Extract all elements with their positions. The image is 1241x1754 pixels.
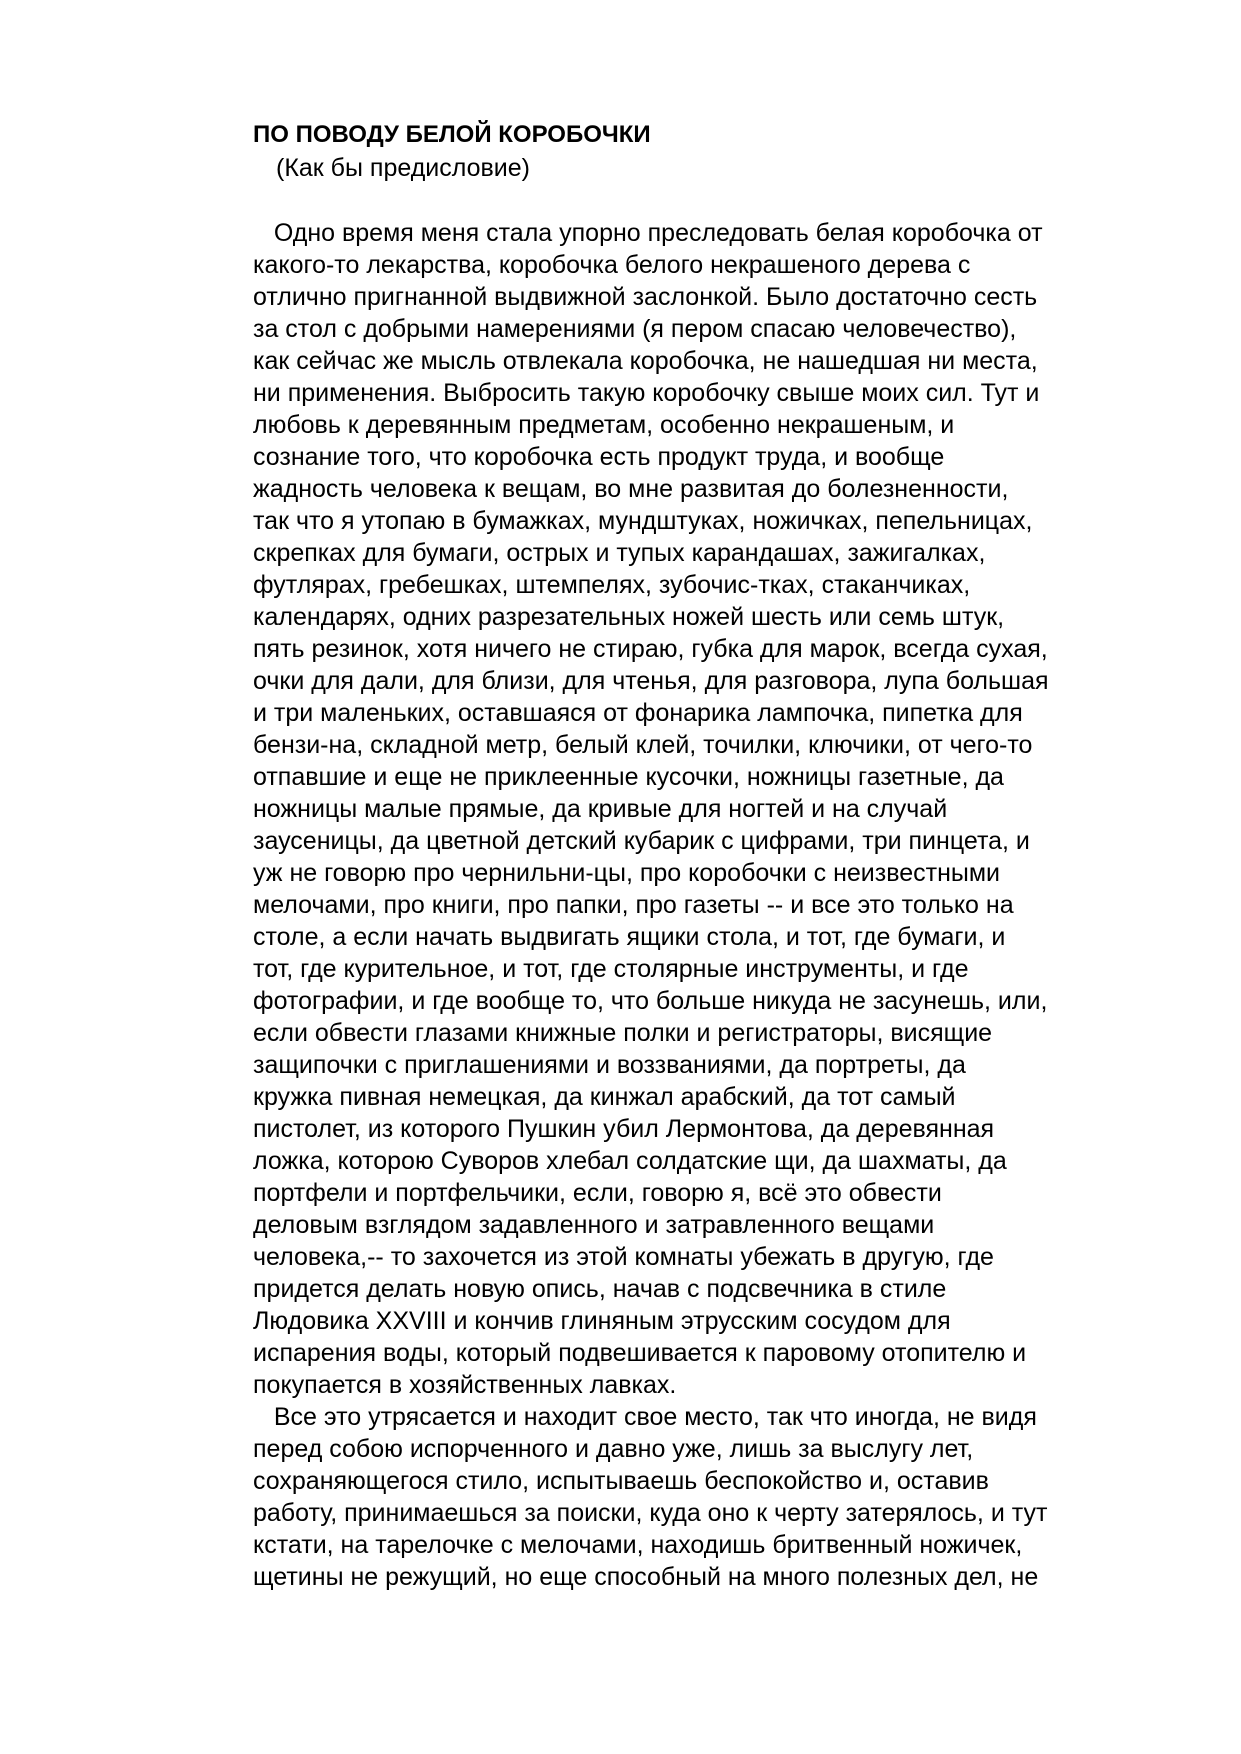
text-line: если обвести глазами книжные полки и регистраторы, висящие xyxy=(253,1019,993,1047)
text-line: отлично пригнанной выдвижной заслонкой. Было достаточно сесть xyxy=(253,283,1038,311)
document-body xyxy=(253,217,1153,1593)
text-line: за стол с добрыми намерениями (я пером спасаю человечество), xyxy=(253,315,1017,343)
text-line: Одно время меня стала упорно преследовать белая коробочка от xyxy=(253,219,1043,247)
text-line: работу, принимаешься за поиски, куда оно к черту затерялось, и тут xyxy=(253,1499,1048,1527)
text-line: календарях, одних разрезательных ножей шесть или семь штук, xyxy=(253,603,1005,631)
text-line: фотографии, и где вообще то, что больше никуда не засунешь, или, xyxy=(253,987,1048,1015)
text-line: покупается в хозяйственных лавках. xyxy=(253,1371,677,1399)
text-line: мелочами, про книги, про папки, про газеты -- и все это только на xyxy=(253,891,1014,919)
text-line: щетины не режущий, но еще способный на много полезных дел, не xyxy=(253,1563,1039,1591)
text-line: пять резинок, хотя ничего не стираю, губка для марок, всегда сухая, xyxy=(253,635,1048,663)
text-line: кружка пивная немецкая, да кинжал арабский, да тот самый xyxy=(253,1083,956,1111)
text-line: как сейчас же мысль отвлекала коробочка, не нашедшая ни места, xyxy=(253,347,1038,375)
document-title: ПО ПОВОДУ БЕЛОЙ КОРОБОЧКИ xyxy=(253,121,651,148)
text-line: футлярах, гребешках, штемпелях, зубочис-тках, стаканчиках, xyxy=(253,571,971,599)
text-line: пистолет, из которого Пушкин убил Лермонтова, да деревянная xyxy=(253,1115,995,1143)
document-subtitle: (Как бы предисловие) xyxy=(276,154,531,182)
text-line: ни применения. Выбросить такую коробочку свыше моих сил. Тут и xyxy=(253,379,1040,407)
text-line: отпавшие и еще не приклеенные кусочки, ножницы газетные, да xyxy=(253,763,1004,791)
text-line: Все это утрясается и находит свое место, так что иногда, не видя xyxy=(253,1403,1037,1431)
text-line: заусеницы, да цветной детский кубарик с цифрами, три пинцета, и xyxy=(253,827,1030,855)
text-line: сохраняющегося стило, испытываешь беспокойство и, оставив xyxy=(253,1467,989,1495)
text-line: тот, где курительное, и тот, где столярные инструменты, и где xyxy=(253,955,969,983)
text-line: деловым взглядом задавленного и затравленного вещами xyxy=(253,1211,935,1239)
text-line: уж не говорю про чернильни-цы, про коробочки с неизвестными xyxy=(253,859,1000,887)
text-line: столе, а если начать выдвигать ящики стола, и тот, где бумаги, и xyxy=(253,923,1006,951)
text-line: кстати, на тарелочке с мелочами, находишь бритвенный ножичек, xyxy=(253,1531,1023,1559)
text-line: жадность человека к вещам, во мне развитая до болезненности, xyxy=(253,475,1009,503)
paragraph xyxy=(253,217,1153,1401)
text-line: сознание того, что коробочка есть продукт труда, и вообще xyxy=(253,443,945,471)
text-line: Людовика XXVIII и кончив глиняным этрусским сосудом для xyxy=(253,1307,951,1335)
text-line: скрепках для бумаги, острых и тупых карандашах, зажигалках, xyxy=(253,539,986,567)
text-line: испарения воды, который подвешивается к паровому отопителю и xyxy=(253,1339,1027,1367)
text-line: и три маленьких, оставшаяся от фонарика лампочка, пипетка для xyxy=(253,699,1023,727)
text-line: ложка, которою Суворов хлебал солдатские щи, да шахматы, да xyxy=(253,1147,1007,1175)
text-line: придется делать новую опись, начав с подсвечника в стиле xyxy=(253,1275,947,1303)
text-line: любовь к деревянным предметам, особенно некрашеным, и xyxy=(253,411,955,439)
text-line: ножницы малые прямые, да кривые для ногтей и на случай xyxy=(253,795,948,823)
text-line: очки для дали, для близи, для чтенья, для разговора, лупа большая xyxy=(253,667,1049,695)
text-line: портфели и портфельчики, если, говорю я, всё это обвести xyxy=(253,1179,942,1207)
text-line: перед собою испорченного и давно уже, лишь за выслугу лет, xyxy=(253,1435,974,1463)
paragraph xyxy=(253,1401,1153,1593)
text-line: бензи-на, складной метр, белый клей, точилки, ключики, от чего-то xyxy=(253,731,1033,759)
text-line: так что я утопаю в бумажках, мундштуках, ножичках, пепельницах, xyxy=(253,507,1033,535)
text-line: защипочки с приглашениями и воззваниями, да портреты, да xyxy=(253,1051,966,1079)
text-line: какого-то лекарства, коробочка белого некрашеного дерева с xyxy=(253,251,971,279)
text-line: человека,-- то захочется из этой комнаты убежать в другую, где xyxy=(253,1243,994,1271)
